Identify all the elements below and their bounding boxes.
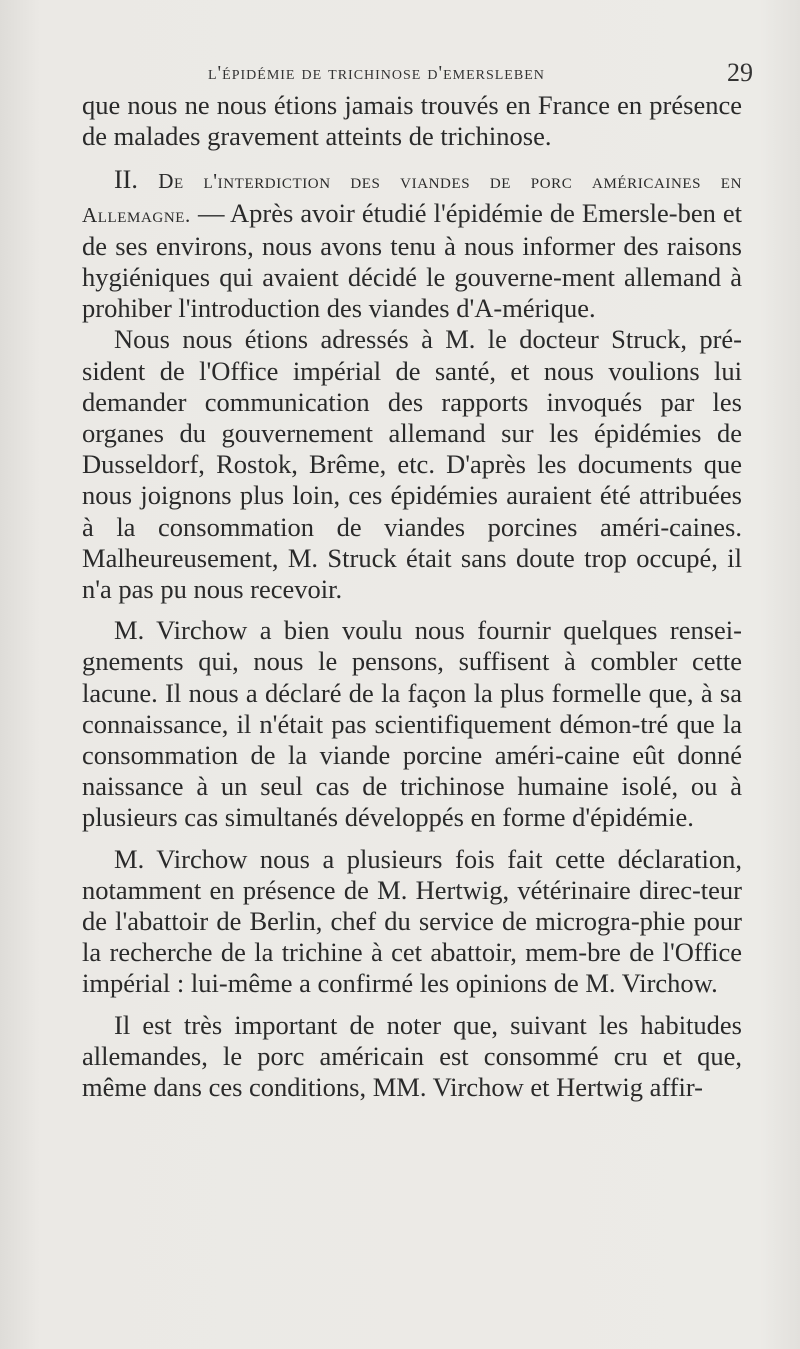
section-number: II. (114, 165, 138, 195)
body-text (82, 90, 742, 1103)
section-title: De l'interdiction des viandes de porc américaines en Allemagne. (82, 169, 743, 227)
running-title: l'épidémie de trichinose d'emersleben (208, 62, 545, 84)
paragraph: M. Virchow nous a plusieurs fois fait cette déclaration, notamment en présence de M. Hertwig, vétérinaire direc-teur de l'abattoir de Berlin, chef du service de microgra-phie pour la recherche de la trichine à cet abattoir, mem-bre de l'Office impérial : lui-même a confirmé les opinions de M. Virchow. (82, 843, 742, 999)
running-header (0, 56, 800, 90)
paragraph-continued: que nous ne nous étions jamais trouvés en France en présence de malades gravement atteints de trichinose. (82, 90, 742, 152)
paragraph: M. Virchow a bien voulu nous fournir quelques rensei-gnements qui, nous le pensons, suffisent à combler cette lacune. Il nous a déclaré de la façon la plus formelle que, à sa connaissance, il n'était pas scientifiquement démon-tré que la consommation de la viande porcine améri-caine eût donné naissance à un seul cas de trichinose humaine isolé, ou à plusieurs cas simultanés développés en forme d'épidémie. (82, 615, 742, 833)
paragraph: Nous nous étions adressés à M. le docteur Struck, pré-sident de l'Office impérial de santé, et nous voulions lui demander communication des rapports invoqués par les organes du gouvernement allemand sur les épidémies de Dusseldorf, Rostok, Brême, etc. D'après les documents que nous joignons plus loin, ces épidémies auraient été attribuées à la consommation de viandes porcines améri-caines. Malheureusement, M. Struck était sans doute trop occupé, il n'a pas pu nous recevoir. (82, 324, 742, 605)
section-body: Après avoir étudié l'épidémie de Emersle-ben et de ses environs, nous avons tenu à nous informer des raisons hygiéniques qui avaient décidé le gouverne-ment allemand à prohiber l'introduction des viandes d'A-mérique. (82, 197, 742, 324)
page-number: 29 (727, 58, 753, 87)
section-paragraph (82, 164, 742, 324)
section-separator: — (190, 197, 231, 228)
paragraph: Il est très important de noter que, suivant les habitudes allemandes, le porc américain est consommé cru et que, même dans ces conditions, MM. Virchow et Hertwig affir- (82, 1009, 742, 1103)
